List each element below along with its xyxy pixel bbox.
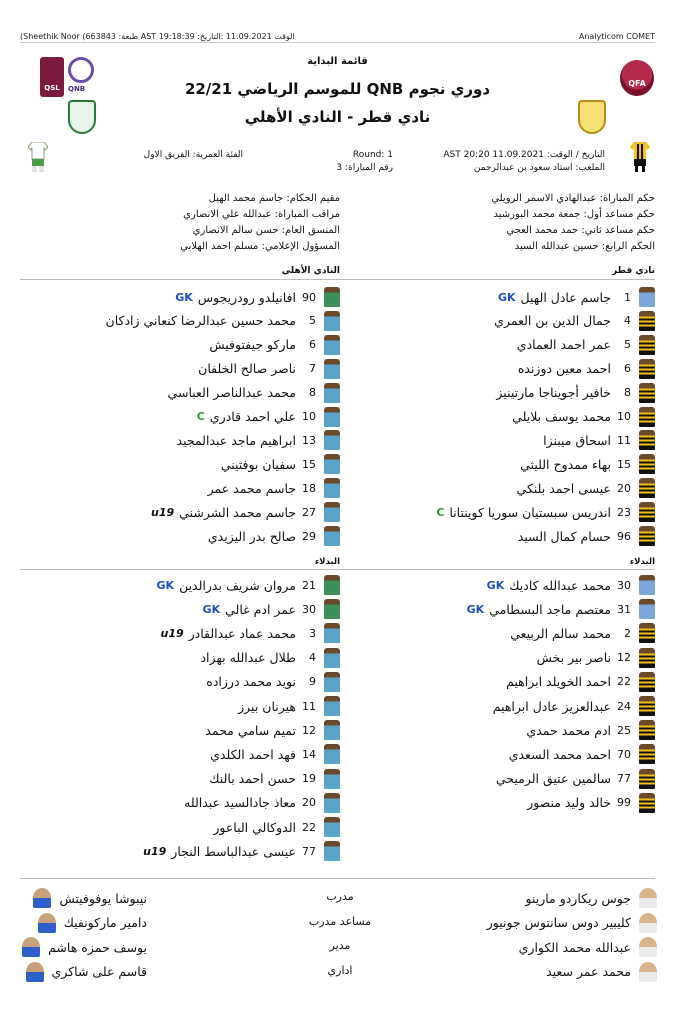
goalkeeper-badge: GK bbox=[466, 602, 485, 616]
player-name: خافير أجويناجا مارتينيز bbox=[496, 385, 611, 401]
away-starter-row bbox=[208, 525, 340, 547]
home-staff-row bbox=[519, 935, 657, 959]
home-sub-row bbox=[487, 574, 655, 596]
home-kit-icon bbox=[630, 142, 650, 172]
player-name: اسحاق ميبنزا bbox=[543, 432, 611, 448]
player-photo bbox=[324, 648, 340, 668]
player-name: جمال الدين بن العمري bbox=[494, 313, 611, 329]
shirt-number: 22 bbox=[302, 820, 316, 834]
player-photo bbox=[324, 311, 340, 331]
staff-photo bbox=[639, 888, 657, 908]
home-sub-row bbox=[537, 647, 655, 669]
player-photo bbox=[639, 430, 655, 450]
referee-assessor: مقيم الحكام: جاسم محمد الهيل bbox=[208, 193, 340, 204]
shirt-number: 4 bbox=[309, 651, 316, 665]
home-starter-row bbox=[494, 310, 655, 332]
away-starter-row bbox=[106, 310, 340, 332]
player-name: سفيان بوفتيني bbox=[220, 456, 296, 472]
staff-photo bbox=[33, 888, 51, 908]
player-name: احمد محمد السعدي bbox=[508, 746, 611, 762]
player-name: سالمين عتيق الرميحي bbox=[495, 771, 611, 787]
player-name: محمد سالم الربيعي bbox=[510, 625, 611, 641]
player-photo bbox=[324, 696, 340, 716]
home-starter-row bbox=[518, 358, 655, 380]
player-photo bbox=[639, 769, 655, 789]
shirt-number: 3 bbox=[309, 626, 316, 640]
shirt-number: 10 bbox=[617, 410, 631, 423]
staff-name: دامير ماركونفيك bbox=[63, 915, 147, 930]
player-photo bbox=[324, 430, 340, 450]
player-photo bbox=[324, 841, 340, 861]
shirt-number: 12 bbox=[617, 651, 631, 665]
player-name: علي احمد قادري bbox=[209, 409, 296, 424]
shirt-number: 5 bbox=[624, 338, 631, 352]
shirt-number: 25 bbox=[617, 723, 631, 737]
shirt-number: 21 bbox=[302, 578, 316, 592]
media-officer: المسؤول الإعلامي: مسلم احمد الهلابي bbox=[180, 241, 340, 252]
staff-photo bbox=[639, 913, 657, 933]
player-photo bbox=[324, 672, 340, 692]
away-sub-row bbox=[206, 671, 340, 693]
player-photo bbox=[639, 407, 655, 427]
away-sub-row bbox=[203, 598, 340, 620]
away-starter-row bbox=[197, 406, 340, 428]
goalkeeper-badge: GK bbox=[497, 290, 516, 304]
player-name: افانيلدو رودريجوس bbox=[197, 289, 296, 305]
lineup-divider bbox=[20, 279, 655, 280]
subs-divider bbox=[20, 569, 655, 570]
away-sub-row bbox=[160, 622, 340, 644]
player-name: خالد وليد منصور bbox=[527, 795, 611, 811]
staff-name: قاسم على شاكري bbox=[51, 964, 147, 979]
home-sub-row bbox=[509, 743, 655, 765]
home-starter-row bbox=[512, 406, 655, 428]
player-photo bbox=[324, 287, 340, 307]
shirt-number: 5 bbox=[309, 314, 316, 328]
away-sub-row bbox=[143, 840, 340, 862]
goalkeeper-badge: GK bbox=[175, 290, 193, 304]
home-starter-row bbox=[517, 334, 655, 356]
qfa-logo: QFA bbox=[620, 60, 654, 96]
shirt-number: 6 bbox=[309, 338, 316, 352]
player-photo bbox=[639, 335, 655, 355]
away-starter-row bbox=[208, 477, 340, 499]
shirt-number: 7 bbox=[309, 362, 316, 376]
player-name: جاسم محمد الشرشني bbox=[179, 504, 296, 520]
player-photo bbox=[639, 672, 655, 692]
away-starter-row bbox=[198, 358, 340, 380]
print-info: (Sheethik Noor (663843 :طبعة AST 19:18:39 :الوقت 11.09.2021 :التاريخ bbox=[20, 32, 295, 41]
officials-left bbox=[180, 193, 340, 257]
shirt-number: 12 bbox=[302, 723, 316, 737]
home-sub-row bbox=[496, 768, 655, 790]
player-name: عمر احمد العمادي bbox=[516, 337, 611, 353]
away-sub-row bbox=[184, 792, 340, 814]
player-photo bbox=[324, 335, 340, 355]
home-sub-row bbox=[526, 719, 655, 741]
shirt-number: 23 bbox=[617, 505, 631, 519]
officials-right bbox=[491, 193, 655, 257]
player-name: معتصم ماجد البسطامي bbox=[489, 601, 611, 617]
away-starter-row bbox=[221, 453, 340, 475]
qsl-qnb-logo bbox=[40, 57, 96, 97]
player-name: حسن احمد بالنك bbox=[209, 771, 296, 787]
player-name: بهاء ممدوح الليثي bbox=[520, 456, 611, 472]
player-photo bbox=[324, 817, 340, 837]
away-starter-row bbox=[168, 382, 340, 404]
player-name: الدوكالي الباعور bbox=[213, 819, 296, 835]
player-photo bbox=[639, 287, 655, 307]
match-meta-left bbox=[144, 150, 243, 163]
away-sub-row bbox=[209, 768, 340, 790]
away-sub-row bbox=[205, 719, 340, 741]
home-staff-row bbox=[525, 886, 657, 910]
referee: حكم المباراة: عبدالهادي الاسمر الرويلي bbox=[491, 193, 655, 204]
away-sub-row bbox=[157, 574, 341, 596]
home-subs-heading: البدلاء bbox=[629, 557, 655, 567]
staff-name: جوس ريكاردو مارينو bbox=[525, 890, 631, 906]
captain-badge: C bbox=[436, 505, 445, 519]
player-name: محمد حسين عبدالرضا كنعاني زادكان bbox=[105, 313, 296, 329]
player-photo bbox=[639, 623, 655, 643]
shirt-number: 77 bbox=[617, 772, 631, 786]
player-name: عيسى عبدالباسط النجار bbox=[171, 843, 296, 859]
player-photo bbox=[324, 502, 340, 522]
player-photo bbox=[324, 526, 340, 546]
shirt-number: 6 bbox=[624, 362, 631, 376]
player-name: معاذ جادالسيد عبدالله bbox=[184, 795, 296, 811]
shirt-number: 10 bbox=[302, 410, 316, 423]
home-starter-row bbox=[518, 525, 655, 547]
shirt-number: 20 bbox=[617, 481, 631, 495]
player-photo bbox=[324, 769, 340, 789]
shirt-number: 19 bbox=[302, 772, 316, 786]
away-team-heading: النادي الأهلي bbox=[281, 266, 340, 276]
shirt-number: 20 bbox=[302, 796, 316, 810]
staff-name: نيبوشا يوفوفيتش bbox=[59, 890, 147, 906]
home-starter-row bbox=[543, 429, 655, 451]
home-starter-row bbox=[520, 453, 655, 475]
home-starter-row bbox=[517, 477, 655, 499]
match-commissioner: مراقب المباراة: عبدالله علي الانصاري bbox=[183, 209, 340, 220]
shirt-number: 15 bbox=[617, 457, 631, 471]
shirt-number: 9 bbox=[309, 675, 316, 689]
assistant-referee-2: حكم مساعد ثاني: حمد محمد العجي bbox=[506, 225, 655, 236]
home-starter-row bbox=[498, 286, 655, 308]
age-group: الفئة العمرية: الفريق الاول bbox=[143, 150, 243, 160]
player-photo bbox=[639, 526, 655, 546]
qnb-logo-text: QNB bbox=[68, 85, 86, 93]
player-name: اندريس سبستيان سوريا كوينتانا bbox=[449, 504, 611, 520]
league-title: دوري نجوم QNB للموسم الرياضي 22/21 bbox=[184, 80, 491, 98]
player-photo bbox=[639, 383, 655, 403]
player-name: مروان شريف بدرالدين bbox=[179, 577, 296, 593]
staff-photo bbox=[38, 913, 56, 933]
shirt-number: 18 bbox=[302, 481, 316, 495]
staff-role: مساعد مدرب bbox=[308, 914, 372, 928]
qatar-sc-crest bbox=[578, 100, 606, 134]
player-name: عبدالعزيز عادل ابراهيم bbox=[492, 698, 611, 714]
match-title: نادي قطر - النادي الأهلي bbox=[244, 108, 431, 126]
away-sub-row bbox=[213, 816, 340, 838]
u19-badge: u19 bbox=[151, 505, 175, 519]
away-starter-row bbox=[175, 286, 340, 308]
player-photo bbox=[324, 744, 340, 764]
staff-photo bbox=[639, 962, 657, 982]
shirt-number: 14 bbox=[302, 747, 316, 761]
u19-badge: u19 bbox=[160, 626, 184, 640]
home-sub-row bbox=[527, 792, 655, 814]
player-name: ناصر صالح الخلفان bbox=[198, 361, 296, 377]
home-sub-row bbox=[467, 598, 655, 620]
staff-photo bbox=[639, 937, 657, 957]
player-photo bbox=[324, 720, 340, 740]
shirt-number: 11 bbox=[617, 433, 631, 447]
player-photo bbox=[639, 648, 655, 668]
player-name: محمد عبدالله كاديك bbox=[509, 577, 611, 593]
away-starter-row bbox=[209, 334, 340, 356]
header bbox=[0, 52, 675, 138]
u19-badge: u19 bbox=[143, 844, 167, 858]
qsl-logo-mark: QSL bbox=[40, 57, 64, 97]
away-staff-row bbox=[26, 960, 147, 984]
away-sub-row bbox=[238, 695, 340, 717]
away-staff-row bbox=[22, 935, 147, 959]
player-photo bbox=[324, 478, 340, 498]
player-photo bbox=[324, 623, 340, 643]
staff-divider bbox=[20, 878, 655, 879]
player-name: احمد الخويلد ابراهيم bbox=[506, 674, 611, 690]
home-sub-row bbox=[510, 622, 655, 644]
away-sub-row bbox=[200, 647, 340, 669]
staff-name: عبدالله محمد الكواري bbox=[518, 939, 631, 955]
away-starter-row bbox=[151, 501, 340, 523]
away-kit-icon bbox=[28, 142, 48, 172]
fourth-official: الحكم الرابع: حسين عبدالله السيد bbox=[514, 241, 655, 252]
captain-badge: C bbox=[196, 410, 205, 423]
staff-role: اداري bbox=[327, 963, 353, 977]
page-title: قائمة البداية bbox=[307, 56, 368, 67]
player-photo bbox=[639, 720, 655, 740]
away-starter-row bbox=[177, 429, 340, 451]
player-name: فهد احمد الكلدي bbox=[210, 746, 296, 762]
player-photo bbox=[324, 407, 340, 427]
provider-name: Analyticom COMET bbox=[578, 32, 655, 41]
top-bar bbox=[20, 31, 655, 43]
player-photo bbox=[324, 599, 340, 619]
shirt-number: 96 bbox=[617, 529, 631, 543]
shirt-number: 8 bbox=[309, 386, 316, 400]
player-name: نويد محمد درزاده bbox=[206, 674, 296, 690]
player-photo bbox=[639, 744, 655, 764]
player-photo bbox=[639, 502, 655, 522]
datetime-value: AST 20:20 11.09.2021 bbox=[443, 150, 544, 160]
assistant-referee-1: حكم مساعد أول: جمعة محمد البورشيد bbox=[493, 209, 655, 220]
shirt-number: 27 bbox=[302, 505, 316, 519]
shirt-number: 77 bbox=[302, 844, 316, 858]
player-photo bbox=[639, 311, 655, 331]
staff-name: كليبير دوس سانتوس جونيور bbox=[486, 915, 631, 930]
player-name: جاسم عادل الهيل bbox=[520, 289, 611, 305]
shirt-number: 13 bbox=[302, 433, 316, 447]
datetime-label: التاريخ / الوقت: bbox=[546, 150, 605, 160]
shirt-number: 1 bbox=[624, 290, 631, 304]
player-name: طلال عبدالله بهزاد bbox=[200, 650, 296, 666]
home-sub-row bbox=[493, 695, 655, 717]
player-photo bbox=[324, 793, 340, 813]
player-photo bbox=[639, 478, 655, 498]
player-name: حسام كمال السيد bbox=[517, 528, 611, 544]
staff-name: يوسف حمزه هاشم bbox=[48, 939, 147, 955]
stadium: الملعب: استاد سعود بن عبدالرحمن bbox=[473, 163, 605, 173]
away-sub-row bbox=[210, 743, 340, 765]
shirt-number: 11 bbox=[302, 699, 316, 713]
home-staff-row bbox=[546, 960, 657, 984]
shirt-number: 29 bbox=[302, 529, 316, 543]
home-sub-row bbox=[506, 671, 655, 693]
player-name: محمد عماد عبدالقادر bbox=[188, 625, 296, 641]
staff-photo bbox=[26, 962, 44, 982]
goalkeeper-badge: GK bbox=[202, 602, 221, 616]
staff-role: مدير bbox=[329, 939, 351, 952]
shirt-number: 99 bbox=[617, 796, 631, 810]
shirt-number: 8 bbox=[624, 386, 631, 400]
match-number: رقم المباراة: 3 bbox=[336, 163, 393, 173]
match-meta-right bbox=[443, 150, 605, 176]
player-photo bbox=[324, 359, 340, 379]
player-name: هيرنان بيرز bbox=[238, 698, 296, 714]
player-name: ناصر بير بخش bbox=[536, 650, 611, 666]
player-name: ادم محمد حمدي bbox=[526, 722, 611, 738]
player-name: صالح بدر اليزيدي bbox=[207, 528, 296, 544]
away-subs-heading: البدلاء bbox=[314, 557, 340, 567]
player-photo bbox=[639, 575, 655, 595]
player-name: عمر ادم غالي bbox=[225, 601, 296, 617]
player-name: احمد معين دوزنده bbox=[517, 361, 611, 377]
shirt-number: 90 bbox=[302, 290, 316, 304]
qnb-ring-icon bbox=[68, 57, 94, 83]
away-staff-row bbox=[38, 911, 147, 935]
goalkeeper-badge: GK bbox=[156, 578, 175, 592]
goalkeeper-badge: GK bbox=[486, 578, 505, 592]
player-photo bbox=[639, 599, 655, 619]
player-photo bbox=[639, 359, 655, 379]
shirt-number: 31 bbox=[617, 602, 631, 616]
shirt-number: 30 bbox=[617, 578, 631, 592]
player-name: محمد يوسف بلايلي bbox=[512, 409, 611, 424]
home-team-heading: نادي قطر bbox=[611, 266, 655, 276]
home-starter-row bbox=[496, 382, 655, 404]
round: Round: 1 bbox=[352, 150, 393, 160]
player-name: محمد عبدالناصر العباسي bbox=[167, 385, 296, 401]
shirt-number: 2 bbox=[624, 626, 631, 640]
player-name: ماركو جيفتوفيش bbox=[209, 337, 296, 353]
staff-role: مدرب bbox=[326, 890, 354, 903]
player-name: جاسم محمد عمر bbox=[207, 480, 296, 496]
home-starter-row bbox=[436, 501, 655, 523]
player-name: عيسى احمد بلنكي bbox=[516, 480, 611, 496]
shirt-number: 70 bbox=[617, 747, 631, 761]
away-staff-row bbox=[33, 886, 147, 910]
shirt-number: 15 bbox=[302, 457, 316, 471]
shirt-number: 24 bbox=[617, 699, 631, 713]
staff-name: محمد عمر سعيد bbox=[546, 964, 631, 979]
staff-photo bbox=[22, 937, 40, 957]
player-photo bbox=[324, 575, 340, 595]
general-coordinator: المنسق العام: حسن سالم الانصاري bbox=[192, 225, 340, 236]
al-ahli-crest bbox=[68, 100, 96, 134]
match-meta-center bbox=[336, 150, 393, 176]
player-photo bbox=[639, 696, 655, 716]
player-name: تميم سامي محمد bbox=[205, 722, 296, 738]
shirt-number: 4 bbox=[624, 314, 631, 328]
player-photo bbox=[639, 793, 655, 813]
shirt-number: 22 bbox=[617, 675, 631, 689]
player-photo bbox=[324, 454, 340, 474]
shirt-number: 30 bbox=[302, 602, 316, 616]
home-staff-row bbox=[487, 911, 657, 935]
player-photo bbox=[639, 454, 655, 474]
player-name: ابراهيم ماجد عبدالمجيد bbox=[176, 432, 296, 448]
player-photo bbox=[324, 383, 340, 403]
